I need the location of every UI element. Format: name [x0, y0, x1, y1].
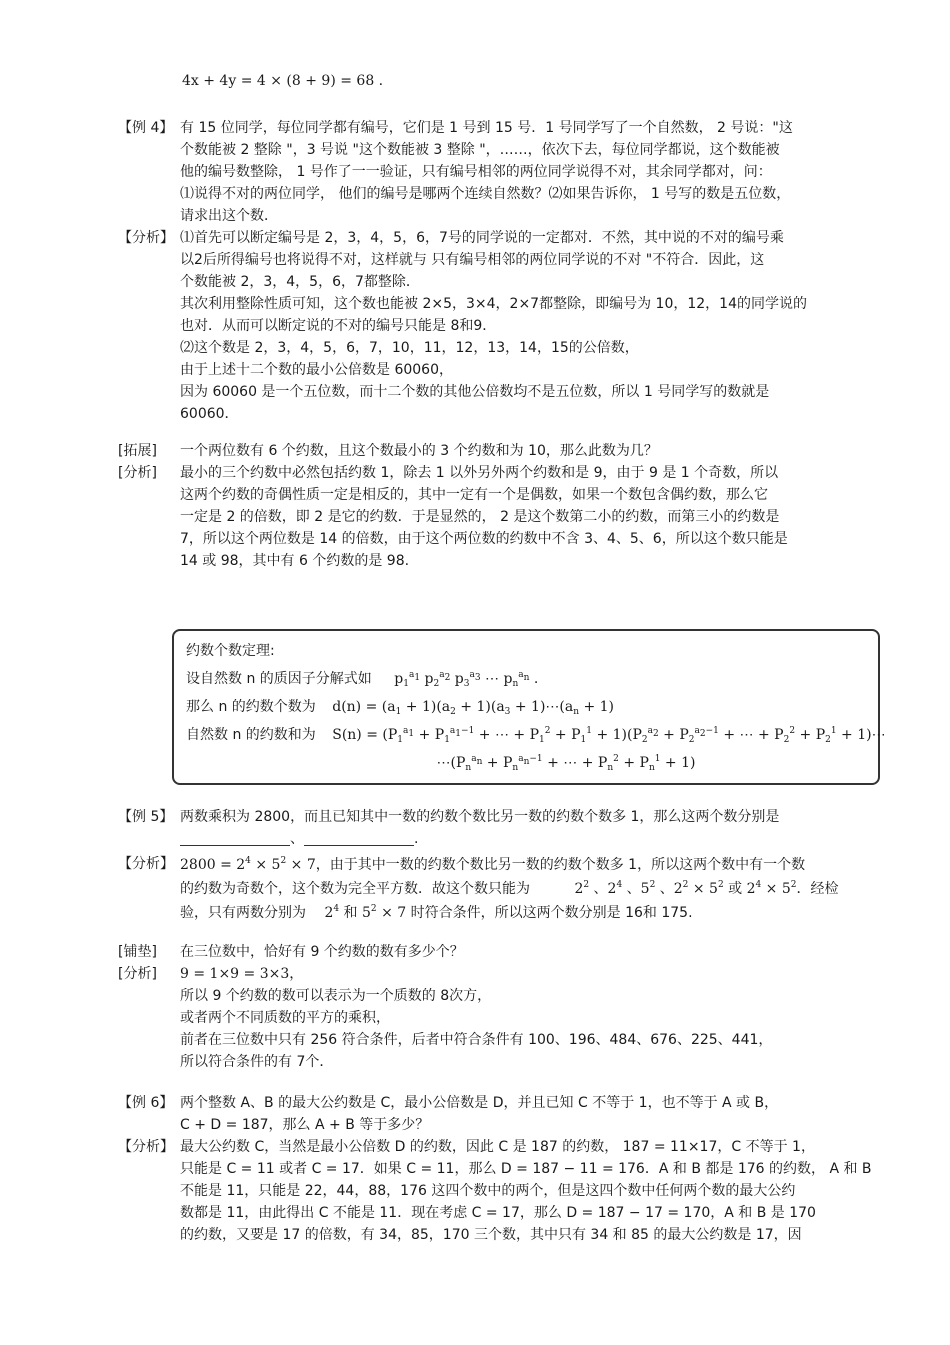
example-body	[180, 1092, 885, 1136]
analysis-body	[180, 462, 885, 572]
text-line: 由于上述十二个数的最小公倍数是 60060，	[180, 362, 453, 378]
text-line: 其次利用整除性质可知，这个数也能被 2×5，3×4，2×7都整除，即编号为 10，12，14的同学说的	[180, 296, 807, 312]
analysis-body	[180, 853, 885, 925]
text-line: 个数能被 2 整除 "，3 号说 "这个数能被 3 整除 "，……，依次下去，每位同学都说，这个数能被	[180, 142, 780, 158]
text-line: 一个两位数有 6 个约数，且这个数最小的 3 个约数和为 10，那么此数为几？	[180, 443, 658, 459]
factorization-formula: $2800 = 2^4 \times 5^2 \times 7$	[180, 856, 316, 873]
text-line: 14 或 98，其中有 6 个约数的是 98.	[180, 553, 410, 569]
text-line: 7，所以这个两位数是 14 的倍数，由于这个两位数的约数中不含 3、4、5、6，所以这个数只能是	[180, 531, 788, 547]
text-line: 请求出这个数．	[180, 208, 278, 224]
text-segment: 的约数为奇数个，这个数为完全平方数．故这个数只能为	[180, 881, 530, 897]
text-line: 以2后所得编号也将说得不对，这样就与 只有编号相邻的两位同学说的不对 "不符合．因此，这	[180, 252, 765, 268]
analysis-body	[180, 227, 885, 425]
text-line: 个数能被 2，3，4，5，6，7都整除．	[180, 274, 420, 290]
text-line: 在三位数中，恰好有 9 个约数的数有多少个？	[180, 944, 464, 960]
text-line: ⑴首先可以断定编号是 2，3，4，5，6，7号的同学说的一定都对．不然，其中说的不对的编号乘	[180, 230, 784, 246]
text-line	[180, 901, 885, 925]
answer-formula: $2^4$ 和 $5^2 \times 7$	[324, 904, 407, 921]
theorem-box	[172, 629, 886, 785]
theorem-line	[174, 693, 878, 721]
text-line: 两数乘积为 2800，而且已知其中一数的约数个数比另一数的约数个数多 1，那么这两个数分别是	[180, 809, 780, 825]
text-line: 最小的三个约数中必然包括约数 1，除去 1 以外另外两个约数和是 9，由于 9 是 1 个奇数，所以	[180, 465, 779, 481]
text-line: 最大公约数 C，当然是最小公倍数 D 的约数，因此 C 是 187 的约数， 187 = 11×17，C 不等于 1，	[180, 1139, 815, 1155]
text-line: ⑵这个数是 2，3，4，5，6，7，10，11，12，13，14，15的公倍数，	[180, 340, 639, 356]
analysis-body	[180, 963, 885, 1073]
theorem-title: 约数个数定理:	[186, 643, 275, 659]
candidate-list: $2^2$ 、$2^4$ 、$5^2$ 、$2^2 \times 5^2$ 或 $2^4 \times 5^2$	[574, 880, 797, 897]
text-line: ⑴说得不对的两位同学， 他们的编号是哪两个连续自然数？⑵如果告诉你， 1 号写的数是五位数，	[180, 186, 791, 202]
text-line: 9 = 1×9 = 3×3，	[180, 966, 304, 982]
text-segment: 时符合条件，所以这两个数分别是 16和 175.	[410, 905, 693, 921]
text-line: 他的编号数整除， 1 号作了一一验证，只有编号相邻的两位同学说得不对，其余同学都对，问：	[180, 164, 772, 180]
text-line: 两个整数 A、B 的最大公约数是 C，最小公倍数是 D，并且已知 C 不等于 1，也不等于 A 或 B，	[180, 1095, 779, 1111]
factorization-formula: $p_1^{a_1}$ $p_2^{a_2}$ $p_3^{a_3}$ ⋯ $p_n^{a_n}$ .	[394, 670, 539, 689]
theorem-text: 那么 n 的约数个数为	[186, 699, 316, 715]
theorem-line	[174, 721, 886, 749]
example-label: 【例 4】	[118, 120, 174, 136]
divisor-sum-formula: $S(n) = (P_1^{a_1} + P_1^{a_1-1}$ + ⋯ + $P_1^2 + P_1^1 + 1)(P_2^{a_2} + P_2^{a_2-1}$ + ⋯ + $P_2^2 + P_2^1$ + 1)⋯	[332, 726, 886, 745]
analysis-body	[180, 1136, 885, 1246]
text-line: 只能是 C = 11 或者 C = 17．如果 C = 11，那么 D = 187 − 11 = 176．A 和 B 都是 176 的约数， A 和 B	[180, 1161, 872, 1177]
divisor-sum-formula-cont: $\cdots(P_n^{a_n} + P_n^{a_n-1}$ + ⋯ + $P_n^2 + P_n^1 + 1$)	[436, 754, 696, 773]
example-body	[180, 806, 885, 852]
analysis-label: 【分析】	[118, 1139, 174, 1155]
analysis-label: [分析]	[118, 465, 157, 481]
text-line: 数都是 11，由此得出 C 不能是 11．现在考虑 C = 17，那么 D = 187 − 17 = 170，A 和 B 是 170	[180, 1205, 816, 1221]
text-line: 所以符合条件的有 7个．	[180, 1054, 334, 1070]
text-line: 也对．从而可以断定说的不对的编号只能是 8和9．	[180, 318, 497, 334]
text-segment: ．经检	[796, 881, 839, 897]
divisor-count-formula: $d(n) = (a_1 + 1)(a_2 + 1)(a_3$ + $1)\cdots(a_n + 1)$	[332, 699, 615, 717]
text-line: 的约数，又要是 17 的倍数，有 34，85，170 三个数，其中只有 34 和 85 的最大公约数是 17，因	[180, 1227, 802, 1243]
text-line: 前者在三位数中只有 256 符合条件，后者中符合条件有 100、196、484、676、225、441，	[180, 1032, 773, 1048]
text-line	[180, 877, 885, 901]
equation-line: 4x + 4y = 4 × (8 + 9) = 68 .	[182, 73, 384, 89]
analysis-label: 【分析】	[118, 230, 174, 246]
theorem-text: 设自然数 n 的质因子分解式如	[186, 671, 372, 687]
analysis-label: 【分析】	[118, 856, 174, 872]
text-segment: ，由于其中一数的约数个数比另一数的约数个数多 1，所以这两个数中有一个数	[315, 857, 806, 873]
answer-blanks: 、 .	[180, 828, 885, 852]
answer-blank[interactable]	[304, 831, 414, 846]
extension-label: [拓展]	[118, 443, 157, 459]
preparation-body	[180, 941, 885, 963]
text-line: 因为 60060 是一个五位数，而十二个数的其他公倍数均不是五位数，所以 1 号同学写的数就是	[180, 384, 770, 400]
text-line: C + D = 187，那么 A + B 等于多少？	[180, 1117, 430, 1133]
example-body	[180, 117, 885, 227]
preparation-label: [铺垫]	[118, 944, 157, 960]
answer-blank[interactable]	[180, 831, 290, 846]
text-line	[180, 853, 885, 877]
text-segment: 验，只有两数分别为	[180, 905, 306, 921]
theorem-text: 自然数 n 的约数和为	[186, 727, 316, 743]
analysis-label: [分析]	[118, 966, 157, 982]
text-line: 有 15 位同学，每位同学都有编号，它们是 1 号到 15 号．1 号同学写了一个自然数， 2 号说："这	[180, 120, 793, 136]
example-label: 【例 5】	[118, 809, 174, 825]
extension-body	[180, 440, 885, 462]
example-label: 【例 6】	[118, 1095, 174, 1111]
text-line: 一定是 2 的倍数，即 2 是它的约数．于是显然的， 2 是这个数第二小的约数，而第三小的约数是	[180, 509, 780, 525]
text-line: 或者两个不同质数的平方的乘积，	[180, 1010, 390, 1026]
text-line: 60060．	[180, 406, 239, 422]
text-line: 所以 9 个约数的数可以表示为一个质数的 8次方，	[180, 988, 492, 1004]
text-line: 这两个约数的奇偶性质一定是相反的，其中一定有一个是偶数，如果一个数包含偶约数，那么它	[180, 487, 768, 503]
text-line: 不能是 11，只能是 22，44，88，176 这四个数中的两个，但是这四个数中任何两个数的最大公约	[180, 1183, 796, 1199]
theorem-line	[174, 665, 878, 693]
